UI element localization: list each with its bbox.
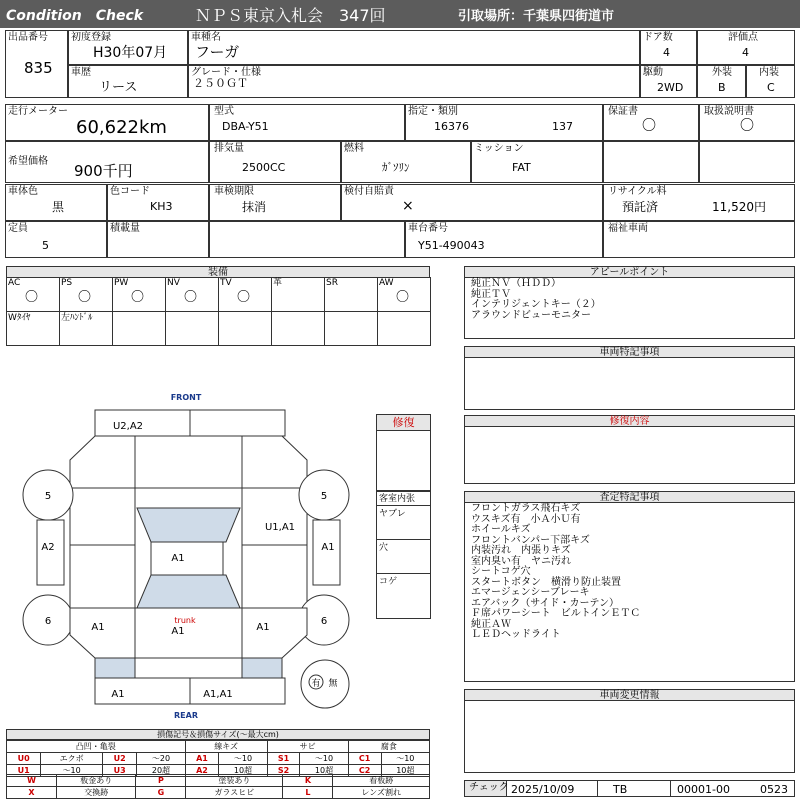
lot-number-cell: 出品番号 835 <box>5 30 68 98</box>
equipment-extra <box>324 311 378 346</box>
front-bumper-mark: U2,A2 <box>112 421 144 432</box>
grade: ２５０ＧＴ <box>193 77 248 90</box>
mileage-cell: 走行メーター 60,622km <box>5 104 209 141</box>
recycle-cell: リサイクル料 預託済 11,520円 <box>603 184 795 221</box>
check-label: チェック <box>465 781 507 796</box>
model-cell: 型式 DBA-Y51 <box>209 104 405 141</box>
fender-l-mark: A2 <box>41 542 55 553</box>
equipment-aw: AW 〇 <box>377 277 431 312</box>
svg-text:6: 6 <box>320 616 328 627</box>
auction-title: ＮＰＳ東京入札会 347回 <box>195 6 386 25</box>
mission: FAT <box>512 161 531 174</box>
equipment-title: 装備 <box>6 266 430 278</box>
front-label: FRONT <box>170 393 202 402</box>
legend-table: 凸凹・亀裂 線キズ サビ 腐食 U0 エクボ U2 ～20 A1 ～10 S1 ～10 C1 ～10 U1 ～10 U3 20超 A2 10超 S2 10超 C2 10超 <box>6 740 430 777</box>
history-cell: 車歴 リース <box>68 65 188 98</box>
drive: 2WD <box>657 81 684 94</box>
drive-cell: 駆動 2WD <box>640 65 697 98</box>
empty-cell-b <box>699 141 795 183</box>
inspection-notes-title: 査定特記事項 <box>464 491 795 503</box>
history: リース <box>99 80 138 95</box>
spec-cell: 指定・類別 16376 137 <box>405 104 603 141</box>
appeal-title: アピールポイント <box>464 266 795 278</box>
interior-grade: C <box>767 81 775 94</box>
equipment-sr: SR <box>324 277 378 312</box>
footer-bar <box>464 780 795 797</box>
equipment-extra <box>165 311 219 346</box>
svg-text:5: 5 <box>320 491 328 502</box>
insurance-cell: 検付自賠責 × <box>341 184 603 221</box>
repair-content-box <box>464 426 795 484</box>
mission-cell: ミッション FAT <box>471 141 603 183</box>
trunk-label: trunk <box>174 616 196 625</box>
right-doors <box>242 488 307 608</box>
exterior-grade: B <box>718 81 726 94</box>
rear-label: REAR <box>174 711 198 720</box>
desired-price-cell: 希望価格 900千円 <box>5 141 209 183</box>
trunk-mark: A1 <box>171 626 185 637</box>
doors-cell: ドア数 4 <box>640 30 697 65</box>
inspection-expiry-cell: 車検期限 抹消 <box>209 184 341 221</box>
interior-damage-box: 客室内张 ヤブレ 穴 コゲ <box>376 491 431 619</box>
warranty-cell: 保証書 〇 <box>603 104 699 141</box>
svg-text:6: 6 <box>44 616 52 627</box>
inspector: TB <box>613 783 628 796</box>
inspection-notes-box <box>464 502 795 682</box>
repair-label: 修復 <box>377 415 430 431</box>
title-condition-check: Condition Check <box>6 8 144 24</box>
svg-text:有: 有 <box>311 679 321 689</box>
equipment-pw: PW 〇 <box>112 277 166 312</box>
welfare-cell: 福祉車両 <box>603 221 795 258</box>
inspection-expiry: 抹消 <box>242 200 267 214</box>
exterior-cell: 外装 B <box>697 65 746 98</box>
color-code: KH3 <box>150 200 173 213</box>
warranty-mark: 〇 <box>642 118 656 134</box>
roof-mark: A1 <box>171 553 185 564</box>
inspection-notes: フロントガラス飛石キズ ウスキズ有 小Ａ小Ｕ有 ホイールキズ フロントバンパー下部キズ 内装汚れ 内張りキズ 室内臭い有 ヤニ汚れ シートコゲ穴 スタートボタン 横滑り防止装置 エマージェンシーブレーキ エアバック（サイド・カーテン） Ｆ席パワーシート ビルトインＥＴＣ 純正ＡＷ ＬＥＤヘッドライト <box>471 503 641 640</box>
header-bar <box>0 0 800 28</box>
color-code-cell: 色コード KH3 <box>107 184 209 221</box>
special-notes-box <box>464 357 795 410</box>
equipment-nv: NV 〇 <box>165 277 219 312</box>
equipment-extra <box>218 311 272 346</box>
empty-cell-a <box>603 141 699 183</box>
svg-text:無: 無 <box>328 679 338 689</box>
score: 4 <box>742 46 749 59</box>
mileage: 60,622km <box>76 117 167 138</box>
legend-title: 損傷記号＆損傷サイズ(～最大cm) <box>6 729 430 740</box>
lot-number: 835 <box>24 59 53 77</box>
svg-text:A1: A1 <box>111 689 125 700</box>
special-notes-title: 車両特記事項 <box>464 346 795 358</box>
code: 00001-00 <box>677 783 730 796</box>
grade-cell: グレード・仕様 ２５０ＧＴ <box>188 65 640 98</box>
body-color: 黒 <box>52 200 65 214</box>
fuel: ｶﾞｿﾘﾝ <box>382 161 410 174</box>
model-code: DBA-Y51 <box>222 120 269 133</box>
car-name: フーガ <box>195 43 240 61</box>
svg-text:5: 5 <box>44 491 52 502</box>
chassis-cell: 車台番号 Y51-490043 <box>405 221 603 258</box>
score-cell: 評価点 4 <box>697 30 795 65</box>
repair-content-title: 修復内容 <box>464 415 795 427</box>
door-fr-mark: U1,A1 <box>264 522 296 533</box>
number: 0523 <box>760 783 788 796</box>
change-info-title: 車両変更情報 <box>464 689 795 701</box>
chassis-number: Y51-490043 <box>418 239 485 252</box>
empty-cell-c <box>209 221 405 258</box>
load-cell: 積載量 <box>107 221 209 258</box>
manual-mark: 〇 <box>740 118 754 134</box>
qp-l-mark: A1 <box>91 622 105 633</box>
fuel-cell: 燃料 ｶﾞｿﾘﾝ <box>341 141 471 183</box>
first-registration: H30年07月 <box>93 45 168 61</box>
displacement-cell: 排気量 2500CC <box>209 141 341 183</box>
appeal-box <box>464 277 795 339</box>
insurance-mark: × <box>402 198 414 214</box>
qp-r-mark: A1 <box>256 622 270 633</box>
doors: 4 <box>663 46 670 59</box>
spare-tire <box>301 660 349 708</box>
manual-cell: 取扱説明書 〇 <box>699 104 795 141</box>
car-name-cell: 車種名 フーガ <box>188 30 640 65</box>
equipment-extra <box>271 311 325 346</box>
change-info-box <box>464 700 795 773</box>
recycle-status: 預託済 <box>622 200 659 214</box>
equipment-ac: AC 〇 <box>6 277 60 312</box>
hood <box>70 436 307 488</box>
roof <box>151 542 223 575</box>
recycle-fee: 11,520円 <box>712 200 766 214</box>
legend-table-2: W 板金あり P 塗装あり K 看板跡 X 交換跡 G ガラスヒビ L レンズ割れ <box>6 774 430 799</box>
equipment-革: 革 <box>271 277 325 312</box>
repair-box <box>376 414 431 491</box>
capacity: 5 <box>42 239 49 252</box>
left-doors <box>70 488 135 608</box>
equipment-extra: 左ﾊﾝﾄﾞﾙ <box>59 311 113 346</box>
desired-price: 900千円 <box>74 162 133 180</box>
pickup-location: 引取場所：千葉県四街道市 <box>458 9 615 24</box>
equipment-ps: PS 〇 <box>59 277 113 312</box>
class-number: 137 <box>552 120 573 133</box>
equipment-extra <box>112 311 166 346</box>
equipment-tv: TV 〇 <box>218 277 272 312</box>
check-date: 2025/10/09 <box>511 783 575 796</box>
displacement: 2500CC <box>242 161 286 174</box>
svg-text:A1,A1: A1,A1 <box>203 689 233 700</box>
capacity-cell: 定員 5 <box>5 221 107 258</box>
appeal-points: 純正ＮＶ（ＨＤＤ） 純正ＴＶ インテリジェントキー（２） アラウンドビューモニター <box>471 278 601 321</box>
interior-cell: 内装 C <box>746 65 795 98</box>
body-color-cell: 車体色 黒 <box>5 184 107 221</box>
equipment-extra <box>377 311 431 346</box>
equipment-extra: Wﾀｲﾔ <box>6 311 60 346</box>
fender-r-mark: A1 <box>321 542 335 553</box>
spec-number: 16376 <box>434 120 469 133</box>
first-registration-cell: 初度登録 H30年07月 <box>68 30 188 65</box>
